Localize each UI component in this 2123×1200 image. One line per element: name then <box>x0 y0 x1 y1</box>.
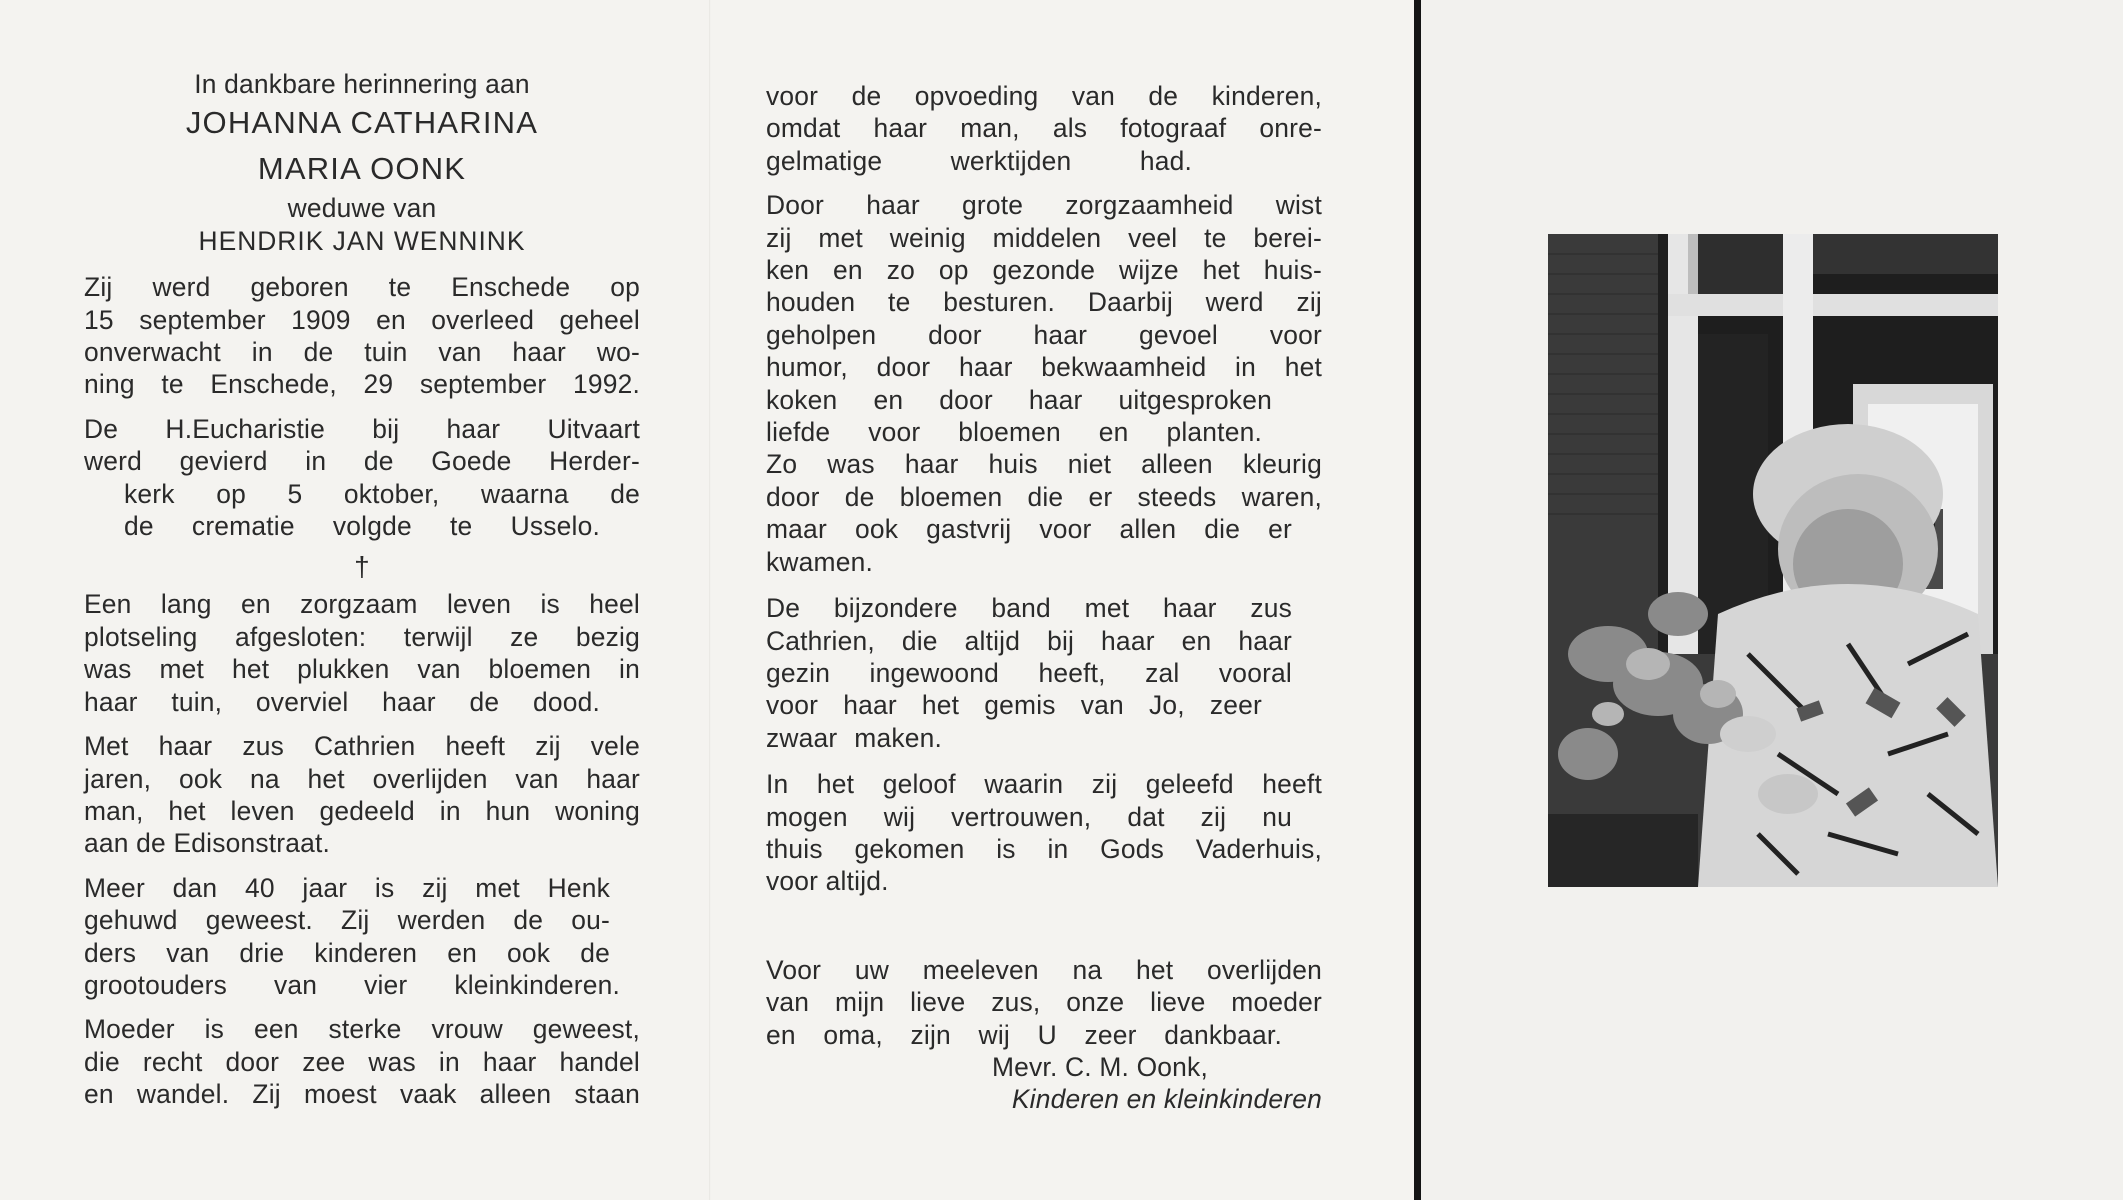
paragraph-care: Door haar grote zorgzaamheid wist zij met weinig middelen veel te berei- ken en zo op gezonde wijze het huis- houden te besturen. Daarbij werd zij geholpen door haar gevoel voor humor, door haar bekwaamheid in het koken en door haar uitgesproken liefde voor bloemen en planten. Zo was haar huis niet alleen kleurig door de bloemen die er steeds waren, maar ook gastvrij voor allen die er kwamen. <box>766 190 1322 577</box>
paragraph-funeral: De H.Eucharistie bij haar Uitvaart werd gevierd in de Goede Herder- kerk op 5 oktober, waarna de de crematie volgde te Usselo. <box>84 413 640 542</box>
paragraph-birth: Zij werd geboren te Enschede op 15 september 1909 en overleed geheel onverwacht in de tuin van haar wo- ning te Enschede, 29 september 1992. <box>84 272 640 400</box>
widow-of-label: weduwe van <box>287 193 437 224</box>
card-separator <box>1414 0 1421 1200</box>
signature-block <box>766 1051 1322 1116</box>
paragraph-band: De bijzondere band met haar zus Cathrien, die altijd bij haar en haar gezin ingewoond heeft, zal vooral voor haar het gemis van Jo, zeer zwaar maken. <box>766 593 1292 753</box>
deceased-name-line1: JOHANNA CATHARINA <box>185 105 539 141</box>
deceased-name-line2: MARIA OONK <box>257 151 467 187</box>
signature-name: Mevr. C. M. Oonk, <box>991 1051 1208 1082</box>
husband-name: HENDRIK JAN WENNINK <box>198 225 526 256</box>
right-column <box>766 80 1322 1116</box>
paragraph-mother: Moeder is een sterke vrouw geweest, die recht door zee was in haar handel en wandel. Zij moest vaak alleen staan <box>84 1014 640 1110</box>
paragraph-sister: Met haar zus Cathrien heeft zij vele jaren, ook na het overlijden van haar man, het leven gedeeld in hun woning aan de Edisonstraat. <box>84 731 640 859</box>
paragraph-death: Een lang en zorgzaam leven is heel plotseling afgesloten: terwijl ze bezig was met het plukken van bloemen in haar tuin, overviel haar de dood. <box>84 589 640 717</box>
signature-family: Kinderen en kleinkinderen <box>1011 1084 1322 1115</box>
portrait-photo <box>1548 234 1998 887</box>
paragraph-faith: In het geloof waarin zij geleefd heeft mogen wij vertrouwen, dat zij nu thuis gekomen is in Gods Vaderhuis, voor altijd. <box>766 769 1322 897</box>
fold-line <box>709 0 711 1200</box>
left-column <box>84 68 640 1111</box>
portrait-photo-graphic <box>1548 234 1998 887</box>
paragraph-upbringing: voor de opvoeding van de kinderen, omdat haar man, als fotograaf onre- gelmatige werktijden had. <box>766 81 1322 176</box>
cross-symbol: † <box>354 551 370 583</box>
paragraph-marriage: Meer dan 40 jaar is zij met Henk gehuwd geweest. Zij werden de ou- ders van drie kinderen en ook de grootouders van vier kleinkinderen. <box>84 872 620 1000</box>
paragraph-thanks: Voor uw meeleven na het overlijden van mijn lieve zus, onze lieve moeder en oma, zijn wij U zeer dankbaar. <box>766 954 1322 1050</box>
header-intro: In dankbare herinnering aan <box>194 69 530 99</box>
